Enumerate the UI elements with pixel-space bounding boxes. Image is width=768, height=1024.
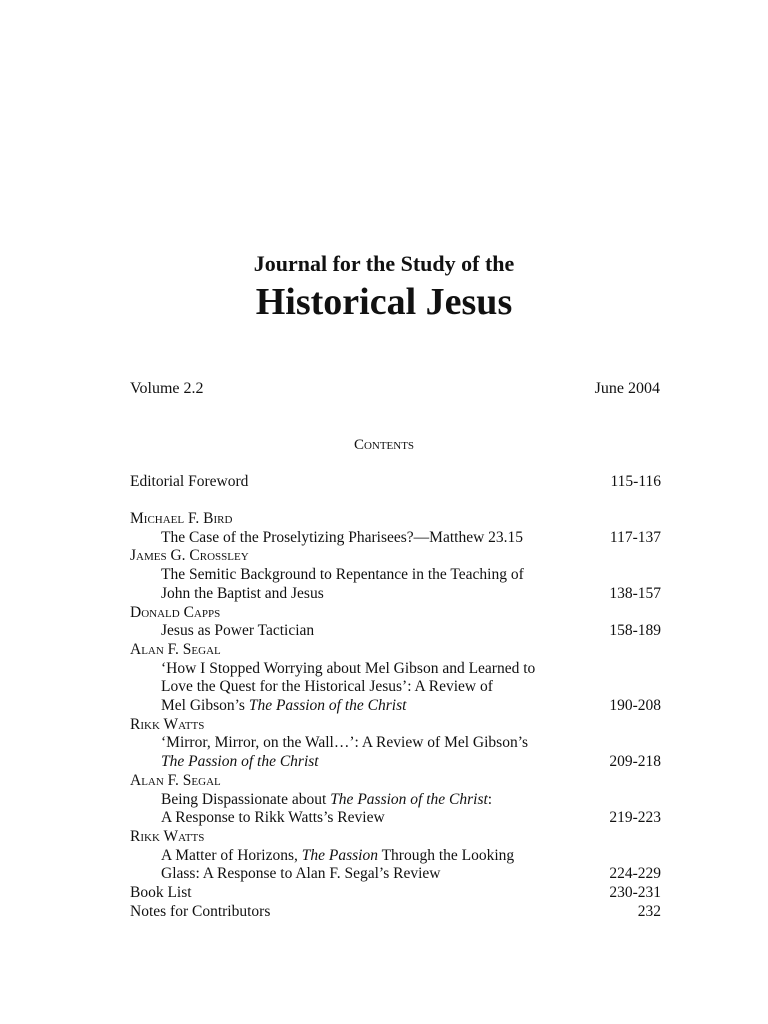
toc-article-title <box>130 847 514 866</box>
toc-title-italic: The Passion <box>301 846 378 864</box>
toc-page-range: 190-208 <box>609 697 661 715</box>
toc-line <box>130 660 661 679</box>
issue-date: June 2004 <box>594 380 660 397</box>
journal-kicker: Journal for the Study of the <box>253 251 515 276</box>
toc-page-range: 115-116 <box>610 473 661 490</box>
toc-author: Michael F. Bird <box>130 510 233 527</box>
issue-volume: Volume 2.2 <box>130 380 204 397</box>
toc-line <box>130 753 661 772</box>
toc-line <box>130 697 661 716</box>
toc-line <box>130 622 661 641</box>
toc-page-range: 158-189 <box>609 622 661 640</box>
toc-entry-label: Book List <box>130 884 192 902</box>
toc-title-text: Being Dispassionate about <box>161 790 331 808</box>
toc-line <box>130 791 661 810</box>
toc-entry-label: Notes for Contributors <box>130 902 271 920</box>
toc-articles <box>130 510 661 921</box>
toc-title-italic: The Passion of the Christ <box>161 753 319 771</box>
toc-article-title: ‘How I Stopped Worrying about Mel Gibson and Learned to <box>161 659 536 677</box>
toc-line <box>130 473 661 492</box>
toc-line <box>130 865 661 884</box>
toc-title-italic: The Passion of the Christ <box>248 697 407 715</box>
toc-author: Rikk Watts <box>130 715 205 733</box>
toc-line <box>130 847 661 866</box>
toc-title-italic: The Passion of the Christ <box>330 790 488 808</box>
toc-line <box>130 678 661 697</box>
issue-meta <box>130 379 660 399</box>
toc-line <box>130 884 661 903</box>
toc-line <box>130 529 661 548</box>
toc-page-range: 230-231 <box>609 884 661 902</box>
toc-author: Donald Capps <box>130 603 221 621</box>
toc-page-range: 138-157 <box>609 584 661 602</box>
toc-author: James G. Crossley <box>130 547 249 565</box>
toc-article-title <box>130 791 492 810</box>
toc-page-range: 224-229 <box>609 865 661 883</box>
toc-line <box>130 585 661 604</box>
toc-page-range: 117-137 <box>609 528 661 546</box>
toc-author: Alan F. Segal <box>130 640 221 658</box>
toc-line <box>130 809 661 828</box>
toc-editorial <box>130 473 661 492</box>
toc-line <box>130 903 661 922</box>
toc-title-text: Through the Looking <box>377 846 515 864</box>
toc-article-title: The Case of the Proselytizing Pharisees?—Matthew 23.15 <box>161 528 524 546</box>
toc-title-text: Mel Gibson’s <box>161 697 249 715</box>
toc-article-title: ‘Mirror, Mirror, on the Wall…’: A Review of Mel Gibson’s <box>161 734 529 752</box>
toc-author: Alan F. Segal <box>130 771 221 789</box>
toc-article-title: A Response to Rikk Watts’s Review <box>161 809 385 827</box>
toc-title-text: : <box>487 790 493 808</box>
toc-page-range: 209-218 <box>609 753 661 771</box>
toc-line <box>130 566 661 585</box>
toc-article-title <box>130 753 319 772</box>
journal-title: Historical Jesus <box>255 281 513 323</box>
toc-article-title: The Semitic Background to Repentance in the Teaching of <box>161 566 524 584</box>
toc-author: Rikk Watts <box>130 827 205 845</box>
toc-title-text: A Matter of Horizons, <box>161 846 302 864</box>
contents-heading: Contents <box>353 437 415 453</box>
toc-article-title <box>130 697 406 716</box>
toc-entry-label: Editorial Foreword <box>130 473 249 490</box>
toc-page-range: 232 <box>637 902 661 920</box>
toc-article-title: Glass: A Response to Alan F. Segal’s Review <box>161 865 441 883</box>
toc-article-title: John the Baptist and Jesus <box>161 584 324 602</box>
toc-page-range: 219-223 <box>609 809 661 827</box>
toc-line <box>130 734 661 753</box>
toc-article-title: Love the Quest for the Historical Jesus’: A Review of <box>161 678 493 696</box>
toc-article-title: Jesus as Power Tactician <box>161 622 315 640</box>
